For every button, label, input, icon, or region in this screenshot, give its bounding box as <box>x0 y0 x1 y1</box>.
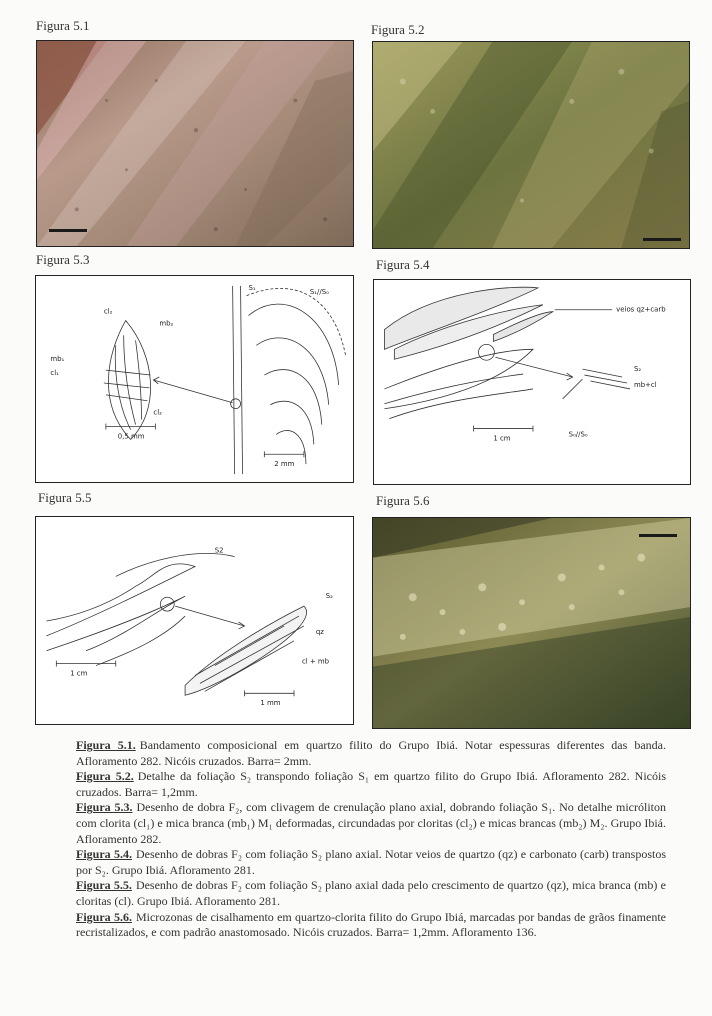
label-s0-s0: S₀//S₀ <box>568 430 588 439</box>
label-s2-right: S₂ <box>325 592 333 601</box>
label-mb1: mb₁ <box>50 355 65 364</box>
caption-5-4 <box>76 847 666 878</box>
fold-f2-sketch <box>36 276 353 482</box>
caption-label: Figura 5.3. <box>76 800 133 815</box>
figure-5-5-drawing <box>35 516 354 725</box>
fold-veins-sketch <box>374 280 690 484</box>
figure-5-3-drawing <box>35 275 354 483</box>
scale-label-2mm: 2 mm <box>274 460 295 469</box>
caption-label: Figura 5.1. <box>76 738 136 752</box>
scale-label-1mm: 1 mm <box>260 699 281 708</box>
figure-5-3-label: Figura 5.3 <box>36 252 90 267</box>
caption-text: Microzonas de cisalhamento em quartzo-clorita filito do Grupo Ibiá, marcadas por bandas de grãos finamente recristalizados, e com padrão anastomosado. Nicóis cruzados. Barra= 1,2mm. Afloramento 136. <box>76 909 666 940</box>
caption-text: Detalhe da foliação S₂ transpondo foliação S₁ em quartzo filito do Grupo Ibiá. Afloramento 282. Nicóis cruzados. Barra= 1,2mm. <box>76 769 666 799</box>
figure-5-1-photomicrograph <box>36 40 354 247</box>
figure-5-6-label: Figura 5.6 <box>376 493 430 508</box>
figure-5-6-photomicrograph <box>372 517 691 729</box>
scale-bar <box>643 238 681 241</box>
caption-5-3 <box>76 800 666 847</box>
figure-5-1-label: Figura 5.1 <box>36 18 90 33</box>
label-cl2-top: cl₂ <box>103 307 113 316</box>
label-s2: S₂ <box>634 365 642 374</box>
caption-text: Bandamento composicional em quartzo filito do Grupo Ibiá. Notar espessuras diferentes das banda. Afloramento 282. Nicóis cruzados. Barra= 2mm. <box>76 738 666 768</box>
figure-5-4-drawing <box>373 279 691 485</box>
label-s2-top: S2 <box>214 546 224 555</box>
caption-label: Figura 5.5. <box>76 878 132 893</box>
label-cl2-bottom: cl₂ <box>153 408 162 417</box>
caption-label: Figura 5.6. <box>76 909 132 924</box>
caption-5-1 <box>76 738 666 769</box>
caption-5-6 <box>76 910 666 941</box>
label-mb2: mb₂ <box>159 319 174 328</box>
caption-text: Desenho de dobras F₂ com foliação S₂ plano axial. Notar veios de quartzo (qz) e carbonato (carb) transpostos por S₂. Grupo Ibiá. Afloramento 281. <box>76 847 666 877</box>
label-s1-s0: S₁//S₀ <box>309 287 329 296</box>
scale-bar <box>49 229 87 232</box>
label-s1: S₁ <box>248 283 256 292</box>
figure-5-4-label: Figura 5.4 <box>376 257 430 272</box>
caption-label: Figura 5.2. <box>76 769 134 784</box>
caption-text: Desenho de dobra F₂, com clivagem de crenulação plano axial, dobrando foliação S₁. No detalhe micróliton com clorita (cl₁) e mica branca (mb₁) M₁ deformadas, circundadas por cloritas (cl₂) e micas brancas (mb₂) M₂. Grupo Ibiá. Afloramento 282. <box>76 800 666 846</box>
label-veins-qz-carb: veios qz+carb <box>616 305 666 314</box>
scale-label-1cm: 1 cm <box>70 669 88 678</box>
scale-label-1cm: 1 cm <box>493 434 511 443</box>
fold-foliation-sketch <box>36 517 353 724</box>
scale-bar <box>639 534 677 537</box>
caption-5-2 <box>76 769 666 800</box>
scale-label-0-5mm: 0,5 mm <box>117 432 145 441</box>
figure-5-5-label: Figura 5.5 <box>38 490 92 505</box>
label-qz: qz <box>315 627 324 636</box>
label-mb-cl: mb+cl <box>634 380 657 389</box>
figure-captions <box>76 738 666 941</box>
caption-5-5 <box>76 878 666 909</box>
label-cl1: cl₁ <box>50 369 59 378</box>
caption-text: Desenho de dobras F₂ com foliação S₂ plano axial dada pelo crescimento de quartzo (qz), mica branca (mb) e cloritas (cl). Grupo Ibiá. Afloramento 281. <box>76 878 666 908</box>
figure-5-2-label: Figura 5.2 <box>371 22 425 37</box>
figure-5-2-photomicrograph <box>372 41 690 249</box>
label-cl-mb: cl + mb <box>301 657 330 666</box>
caption-label: Figura 5.4. <box>76 847 132 862</box>
